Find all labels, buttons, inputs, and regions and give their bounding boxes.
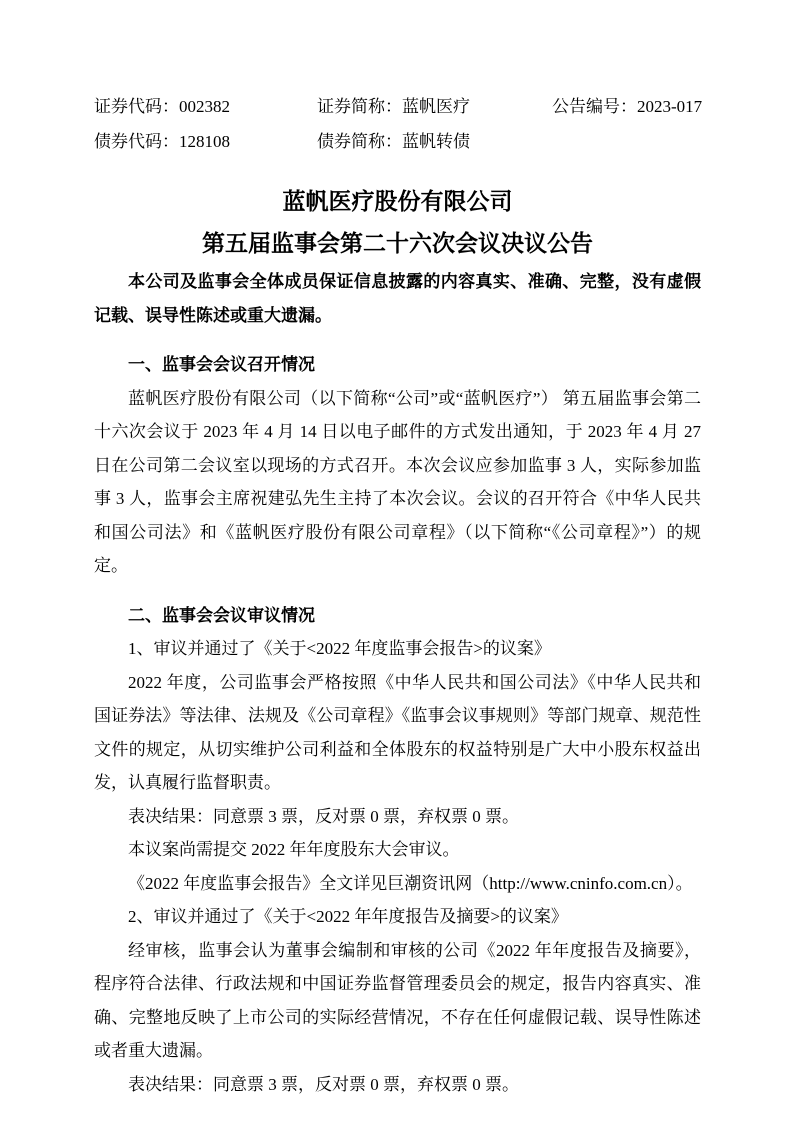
proposal-1-fulltext-note: 《2022 年度监事会报告》全文详见巨潮资讯网（http://www.cninfo.com.cn）。: [128, 873, 693, 893]
header-empty-cell: [552, 124, 701, 159]
truthfulness-statement: 本公司及监事会全体成员保证信息披露的内容真实、准确、完整，没有虚假记载、误导性陈述或重大遗漏。: [94, 272, 701, 325]
proposal-1-submission-note: 本议案尚需提交 2022 年年度股东大会审议。: [128, 840, 460, 859]
announcement-number: 公告编号：2023-017: [552, 97, 703, 116]
section-heading-meeting-convening: 一、监事会会议召开情况: [128, 355, 315, 374]
stock-short-name: 证券简称：蓝帆医疗: [317, 97, 470, 116]
meeting-resolution-title-line: 第五届监事会第二十六次会议决议公告: [202, 231, 593, 256]
document-header: [94, 89, 701, 159]
document-title: [94, 181, 701, 265]
proposal-2-description: 经审核，监事会认为董事会编制和审核的公司《2022 年年度报告及摘要》，程序符合法律、行政法规和中国证券监督管理委员会的规定，报告内容真实、准确、完整地反映了上市公司的实际经营情况，不存在任何虚假记载、误导性陈述或者重大遗漏。: [94, 940, 701, 1060]
header-row-bonds: [94, 124, 701, 159]
bond-short-name: 债券简称：蓝帆转债: [317, 132, 470, 151]
proposal-1-title: 1、审议并通过了《关于<2022 年度监事会报告>的议案》: [128, 639, 551, 658]
proposal-2-title: 2、审议并通过了《关于<2022 年年度报告及摘要>的议案》: [128, 907, 568, 926]
header-row-securities: [94, 89, 701, 124]
proposal-1-vote-result: 表决结果：同意票 3 票，反对票 0 票，弃权票 0 票。: [128, 806, 519, 826]
bond-code: 债券代码：128108: [94, 132, 230, 151]
proposal-1-description: 2022 年度，公司监事会严格按照《中华人民共和国公司法》《中华人民共和国证券法》等法律、法规及《公司章程》《监事会议事规则》等部门规章、规范性文件的规定，从切实维护公司利益和全体股东的权益特别是广大中小股东权益出发，认真履行监督职责。: [94, 672, 701, 792]
company-name-title-line: 蓝帆医疗股份有限公司: [282, 189, 513, 214]
stock-code: 证券代码：002382: [94, 97, 230, 116]
proposal-2-vote-result: 表决结果：同意票 3 票，反对票 0 票，弃权票 0 票。: [128, 1074, 519, 1094]
section-heading-deliberation: 二、监事会会议审议情况: [128, 605, 315, 625]
meeting-convening-paragraph: 蓝帆医疗股份有限公司（以下简称“公司”或“蓝帆医疗”） 第五届监事会第二十六次会议于 2023 年 4 月 14 日以电子邮件的方式发出通知，于 2023 年 4 月 27 日在公司第二会议室以现场的方式召开。本次会议应参加监事 3 人，实际参加监事 3 人，监事会主席祝建弘先生主持了本次会议。会议的召开符合《中华人民共和国公司法》和《蓝帆医疗股份有限公司章程》（以下简称“《公司章程》”）的规定。: [94, 388, 701, 575]
